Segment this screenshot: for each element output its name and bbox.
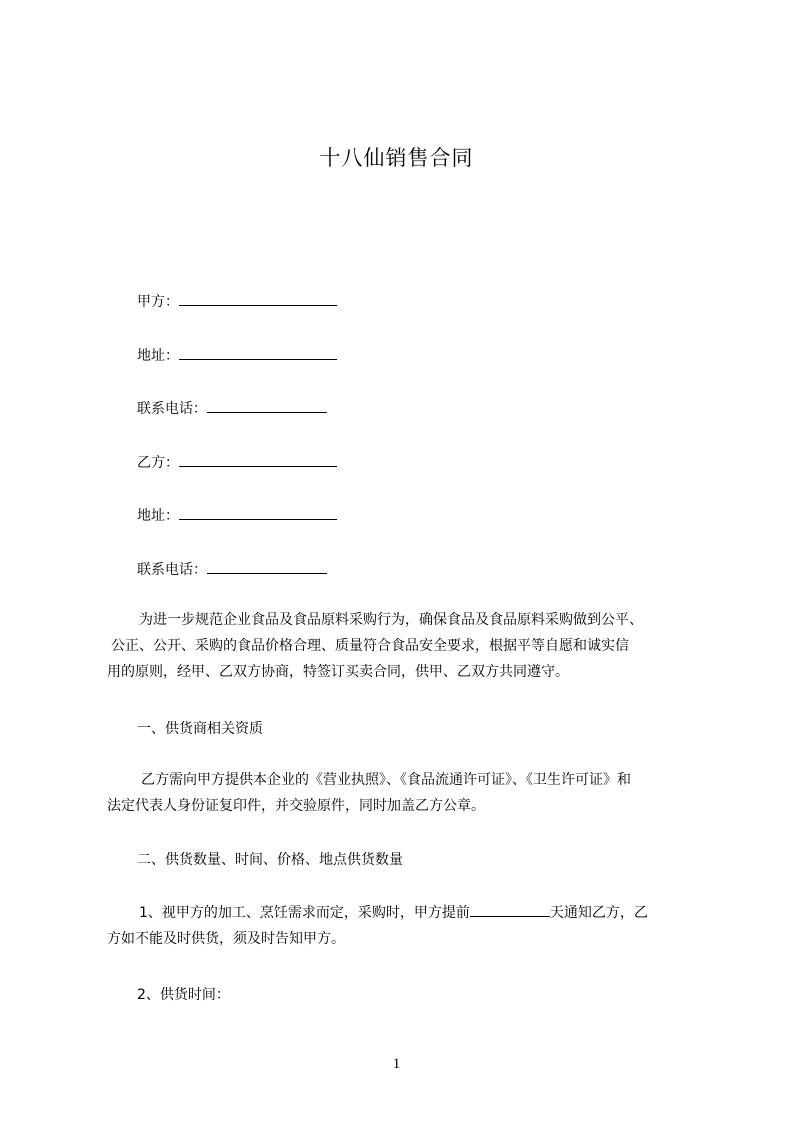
address-b-label: 地址：	[137, 508, 179, 524]
phone-b-row	[137, 559, 327, 580]
address-a-row	[137, 345, 337, 366]
address-b-row	[137, 505, 337, 526]
phone-a-label: 联系电话：	[137, 401, 207, 417]
party-b-row	[137, 452, 337, 473]
document-title: 十八仙销售合同	[319, 146, 474, 170]
section1-heading: 一、供货商相关资质	[137, 721, 263, 737]
item2-heading: 2、供货时间：	[137, 987, 230, 1003]
party-b-blank	[179, 452, 337, 467]
section1-paragraph	[107, 767, 707, 819]
party-b-label: 乙方：	[137, 455, 179, 471]
item1-days-blank	[470, 902, 550, 917]
item1-line-2: 方如不能及时供货，须及时告知甲方。	[107, 931, 345, 947]
item1-text-part1: 1、视甲方的加工、烹饪需求而定，采购时，甲方提前	[139, 905, 470, 921]
phone-b-blank	[207, 559, 327, 574]
section2-heading: 二、供货数量、时间、价格、地点供货数量	[137, 852, 403, 868]
phone-a-row	[137, 398, 327, 419]
intro-line-2: 公正、公开、采购的食品价格合理、质量符合食品安全要求，根据平等自愿和诚实信	[111, 638, 629, 654]
party-a-label: 甲方：	[137, 294, 179, 310]
party-a-blank	[179, 291, 337, 306]
item1-line-1	[107, 900, 707, 926]
item1-text-part2: 天通知乙方，乙	[549, 905, 648, 921]
section1-line-2: 法定代表人身份证复印件，并交验原件，同时加盖乙方公章。	[107, 798, 485, 814]
intro-line-1: 为进一步规范企业食品及食品原料采购行为，确保食品及食品原料采购做到公平、	[139, 612, 643, 628]
party-a-row	[137, 291, 337, 312]
phone-a-blank	[207, 398, 327, 413]
item1-paragraph	[107, 900, 707, 952]
intro-line-3: 用的原则，经甲、乙双方协商，特签订买卖合同，供甲、乙双方共同遵守。	[107, 664, 569, 680]
intro-paragraph	[107, 607, 707, 685]
address-b-blank	[179, 505, 337, 520]
address-a-blank	[179, 345, 337, 360]
page-number: 1	[392, 1056, 401, 1072]
phone-b-label: 联系电话：	[137, 562, 207, 578]
address-a-label: 地址：	[137, 348, 179, 364]
section1-line-1: 乙方需向甲方提供本企业的《营业执照》、《食品流通许可证》、《卫生许可证》和	[141, 772, 631, 788]
